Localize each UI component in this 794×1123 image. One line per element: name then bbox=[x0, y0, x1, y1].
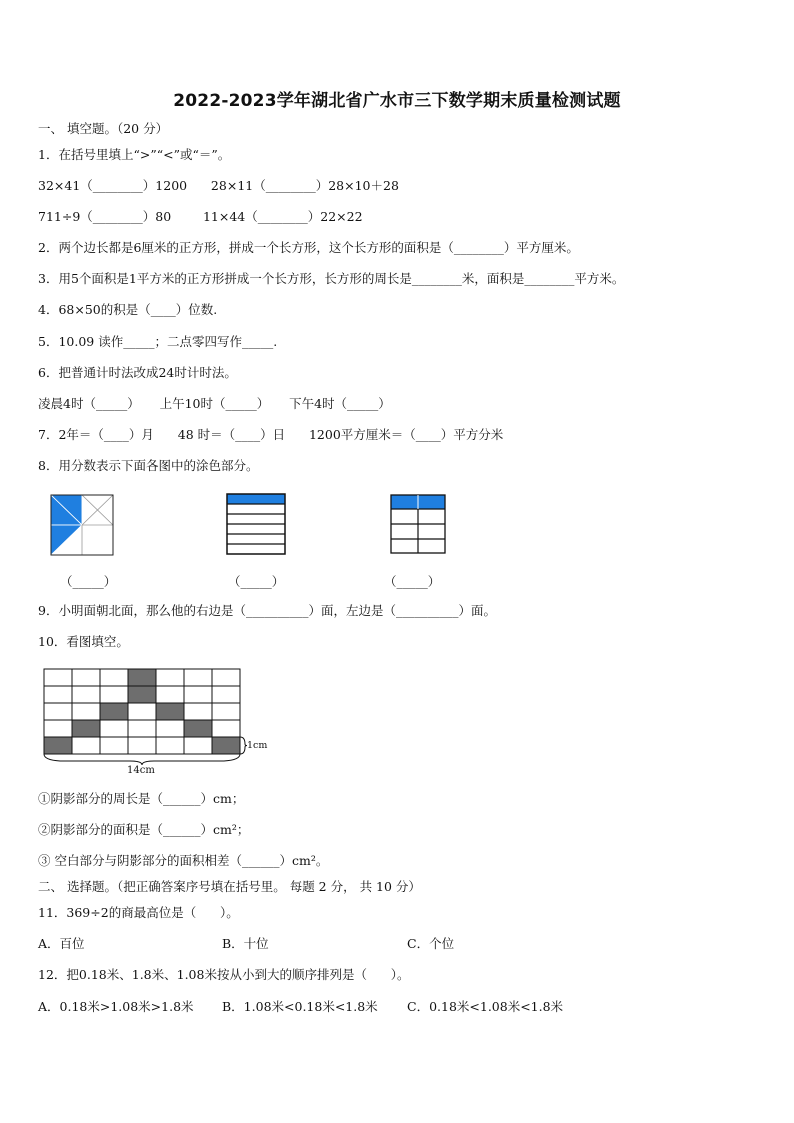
width-label: 14cm bbox=[127, 765, 155, 776]
height-brace bbox=[240, 737, 247, 754]
question-12-option-a: A．0.18米>1.08米>1.8米 bbox=[38, 999, 194, 1014]
question-2: 2．两个边长都是6厘米的正方形，拼成一个长方形，这个长方形的面积是（________）平方厘米。 bbox=[38, 240, 579, 255]
question-4: 4．68×50的积是（____）位数. bbox=[38, 302, 218, 317]
cell-size-label: 1cm bbox=[247, 740, 268, 751]
question-10-b: ②阴影部分的面积是（______）cm²； bbox=[38, 822, 250, 837]
question-12-option-c: C．0.18米<1.08米<1.8米 bbox=[407, 999, 564, 1014]
question-10: 10．看图填空。 bbox=[38, 634, 129, 649]
question-12-option-b: B．1.08米<0.18米<1.8米 bbox=[222, 999, 378, 1014]
figure-grid-2x4 bbox=[390, 494, 448, 556]
question-6: 6．把普通计时法改成24时计时法。 bbox=[38, 365, 237, 380]
figure-3-blank: （_____） bbox=[384, 574, 441, 589]
question-11-option-b: B．十位 bbox=[222, 936, 269, 951]
question-7: 7．2年＝（____）月 48 时＝（____）日 1200平方厘米＝（____）平方分米 bbox=[38, 427, 504, 442]
question-11-option-c: C．个位 bbox=[407, 936, 455, 951]
question-12: 12．把0.18米、1.8米、1.08米按从小到大的顺序排列是（ ）。 bbox=[38, 967, 410, 982]
question-11: 11．369÷2的商最高位是（ ）。 bbox=[38, 905, 239, 920]
question-9: 9．小明面朝北面，那么他的右边是（__________）面，左边是（__________）面。 bbox=[38, 603, 496, 618]
shaded-strip bbox=[227, 494, 285, 504]
question-6-row: 凌晨4时（_____） 上午10时（_____） 下午4时（_____） bbox=[38, 396, 391, 411]
question-10-a: ①阴影部分的周长是（______）cm； bbox=[38, 791, 245, 806]
figure-strips bbox=[226, 493, 288, 558]
question-1-row-1: 32×41（________）1200 28×11（________）28×10＋28 bbox=[38, 178, 399, 193]
width-brace bbox=[44, 754, 240, 765]
question-1: 1．在括号里填上“>”“<”或“＝”。 bbox=[38, 147, 231, 162]
question-3: 3．用5个面积是1平方米的正方形拼成一个长方形，长方形的周长是________米，面积是________平方米。 bbox=[38, 271, 625, 286]
figure-1-blank: （_____） bbox=[60, 574, 117, 589]
page-title: 2022-2023学年湖北省广水市三下数学期末质量检测试题 bbox=[173, 91, 621, 111]
question-11-option-a: A．百位 bbox=[38, 936, 85, 951]
question-10-c: ③ 空白部分与阴影部分的面积相差（______）cm²。 bbox=[38, 853, 329, 868]
figure-triangles bbox=[50, 494, 114, 556]
section-1-heading: 一、 填空题。（20 分） bbox=[38, 121, 169, 136]
question-8: 8．用分数表示下面各图中的涂色部分。 bbox=[38, 458, 259, 473]
figure-2-blank: （_____） bbox=[228, 574, 285, 589]
question-1-row-2: 711÷9（________）80 11×44（________）22×22 bbox=[38, 209, 363, 224]
question-5: 5．10.09 读作_____；二点零四写作_____. bbox=[38, 334, 278, 349]
shaded-cells bbox=[44, 669, 240, 754]
figure-shaded-grid bbox=[40, 666, 270, 778]
section-2-heading: 二、 选择题。（把正确答案序号填在括号里。 每题 2 分， 共 10 分） bbox=[38, 879, 421, 894]
